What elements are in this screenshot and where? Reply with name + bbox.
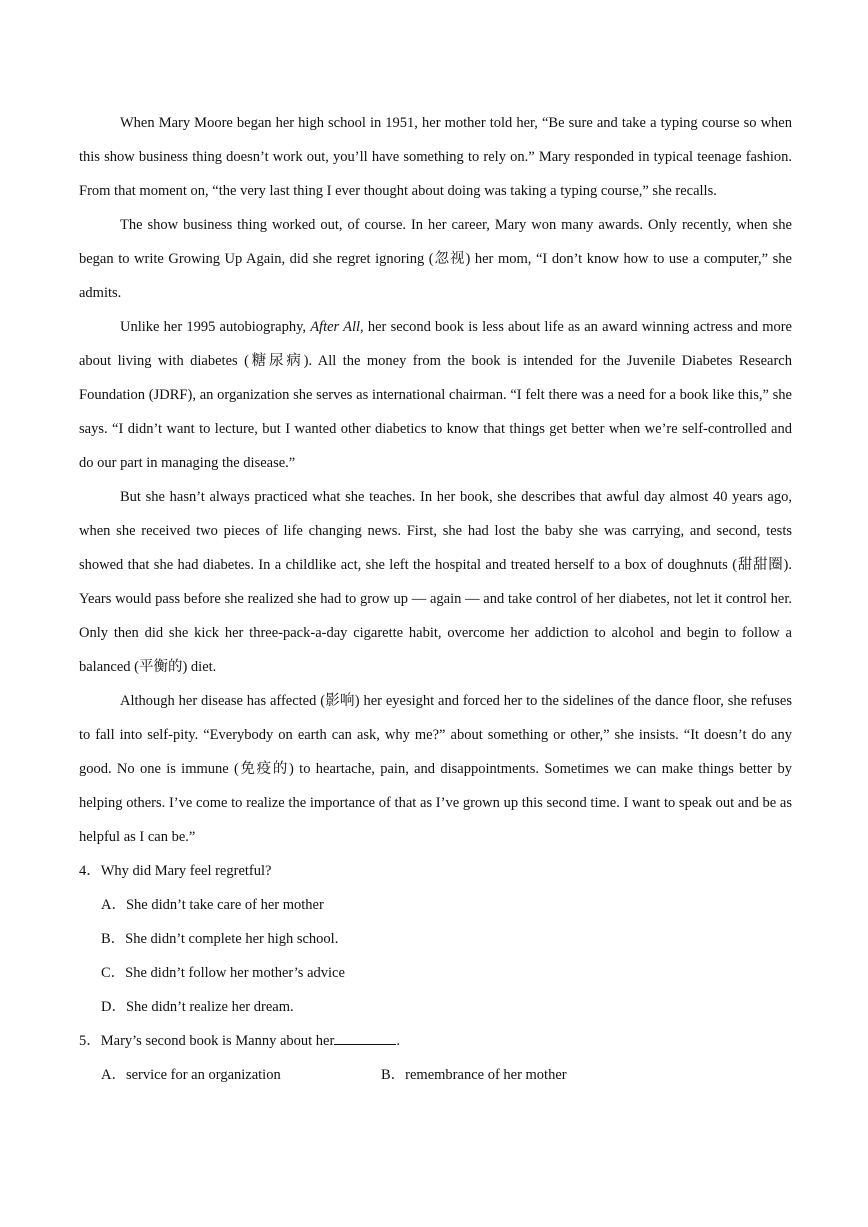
answer-blank	[334, 1030, 396, 1045]
paragraph-3-rest: , her second book is less about life as an award winning actress and more about living with diabetes (糖尿病). All the money from the book is intended for the Juvenile Diabetes Research Foundation (JDRF), an organization she serves as international chairman. “I felt there was a need for a book like this,” she says. “I didn’t want to lecture, but I wanted other diabetics to know that things get better when we’re self-controlled and do our part in managing the disease.”	[79, 319, 792, 471]
paragraph-2: The show business thing worked out, of course. In her career, Mary won many awards. Only recently, when she began to write Growing Up Again, did she regret ignoring (忽视) her mom, “I don’t know how to use a computer,” she admits.	[79, 217, 792, 301]
question-4-option-d: D．She didn’t realize her dream.	[101, 999, 294, 1015]
question-5-stem-end: .	[396, 1033, 400, 1049]
paragraph-4: But she hasn’t always practiced what she teaches. In her book, she describes that awful day almost 40 years ago, when she received two pieces of life changing news. First, she had lost the baby she was carrying, and second, tests showed that she had diabetes. In a childlike act, she left the hospital and treated herself to a box of doughnuts (甜甜圈). Years would pass before she realized she had to grow up — again — and take control of her diabetes, not let it control her. Only then did she kick her three-pack-a-day cigarette habit, overcome her addiction to alcohol and begin to follow a balanced (平衡的) diet.	[79, 489, 792, 675]
paragraph-5: Although her disease has affected (影响) her eyesight and forced her to the sidelines of the dance floor, she refuses to fall into self-pity. “Everybody on earth can ask, why me?” about something or other,” she insists. “It doesn’t do any good. No one is immune (免疫的) to heartache, pain, and disappointments. Sometimes we can make things better by helping others. I’ve come to realize the importance of that as I’ve grown up this second time. I want to speak out and be as helpful as I can be.”	[79, 693, 792, 845]
book-title-after-all: After All	[310, 319, 361, 335]
question-4-option-c: C．She didn’t follow her mother’s advice	[101, 965, 345, 981]
question-5-stem: 5．Mary’s second book is Manny about her	[79, 1033, 335, 1049]
paragraph-1: When Mary Moore began her high school in 1951, her mother told her, “Be sure and take a typing course so when this show business thing doesn’t work out, you’ll have something to rely on.” Mary responded in typical teenage fashion. From that moment on, “the very last thing I ever thought about doing was taking a typing course,” she recalls.	[79, 115, 792, 199]
question-4-option-b: B．She didn’t complete her high school.	[101, 931, 339, 947]
question-5-stem-line	[79, 1024, 792, 1058]
question-4-option-a: A．She didn’t take care of her mother	[101, 897, 324, 913]
question-4-stem: 4．Why did Mary feel regretful?	[79, 863, 272, 879]
paragraph-3	[79, 310, 792, 480]
question-5-options-row	[79, 1058, 792, 1092]
document-page	[79, 106, 792, 1092]
question-5-option-a: A．service for an organization	[101, 1067, 281, 1083]
paragraph-3-start: Unlike her 1995 autobiography,	[120, 319, 311, 335]
question-5-option-b: B．remembrance of her mother	[381, 1067, 567, 1083]
